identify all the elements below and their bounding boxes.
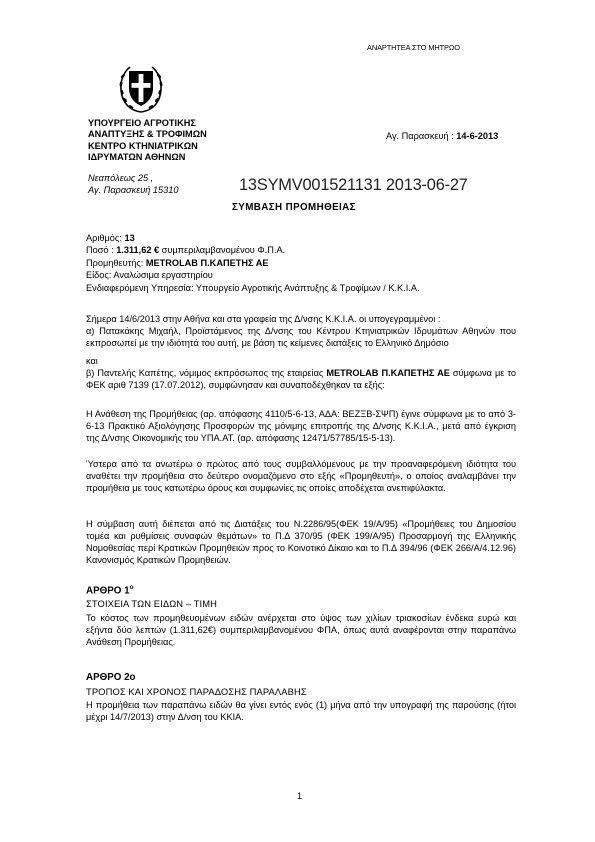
document-title: ΣΥΜΒΑΣΗ ΠΡΟΜΗΘΕΙΑΣ (232, 202, 356, 213)
coat-of-arms-icon (116, 62, 166, 114)
diavgeia-stamp: 13SYMV001521131 2013-06-27 (239, 176, 468, 194)
ministry-line-2: ΑΝΑΠΤΥΞΗΣ & ΤΡΟΦΙΜΩΝ (88, 129, 207, 140)
meta-type: Είδος: Αναλώσιμα εργαστηρίου (86, 270, 213, 281)
meta-amount: Ποσό : 1.311,62 € συμπεριλαμβανομένου Φ.Π.Α. (86, 245, 286, 256)
ministry-line-3: ΚΕΝΤΡΟ ΚΤΗΝΙΑΤΡΙΚΩΝ (88, 140, 198, 151)
assignment-paragraph: Ύστερα από τα ανωτέρω ο πρώτος από τους συμβαλλόμενους με την προαναφερόμενη ιδιότητα του αναθέτει την προμήθεια στο δεύτερο ονομαζόμενο στο εξής «Προμηθευτή», ο οποίος αναλαμβάνει την προμήθεια με τους κατωτέρω όρους και συμφωνίες τις οποίες αποδέχεται ανεπιφύλακτα. (86, 459, 516, 493)
award-paragraph: Η Ανάθεση της Προμήθειας (αρ. απόφασης 4110/5-6-13, ΑΔΑ: ΒΕΖΞΒ-ΣΨΠ) έγινε σύμφωνα με το από 3-6-13 Πρακτικό Αξιολόγησης Προσφορών της μόνιμης επιτροπής της Δ/νσης Κ.Κ.Ι.Α., μετά από έγκριση της Δ/νσης Οικονομικής του ΥΠΑ.ΑΤ. (αρ. απόφασης 12471/57785/15-5-13). (86, 409, 516, 443)
meta-service: Ενδιαφερόμενη Υπηρεσία: Υπουργείο Αγροτικής Ανάπτυξης & Τροφίμων / Κ.Κ.Ι.Α. (86, 282, 420, 293)
intro-line: Σήμερα 14/6/2013 στην Αθήνα και στα γραφεία της Δ/νσης Κ.Κ.Ι.Α. οι υπογεγραμμένοι : (86, 314, 441, 324)
page-number: 1 (297, 791, 303, 801)
contract-meta (86, 232, 420, 294)
document-date (386, 131, 498, 141)
article-2-title: ΑΡΘΡΟ 2ο (86, 672, 136, 683)
party-a-text: α) Πατακάκης Μιχαήλ, Προϊστάμενος της Δ/νσης του Κέντρου Κτηνιατρικών Ιδρυμάτων Αθηνών που εκπροσωπεί με την ιδιότητά του αυτή, με βάση τις κείμενες διατάξεις το Ελληνικό Δημόσιο (86, 326, 516, 348)
date-value: 14-6-2013 (456, 131, 499, 141)
meta-number: Αριθμός: 13 (86, 233, 135, 243)
party-b-text: β) Παντελής Καπέτης, νόμιμος εκπρόσωπος της εταιρείας METROLAB Π.ΚΑΠΕΤΗΣ ΑΕ σύμφωνα με το ΦΕΚ αριθ 7139 (17.07.2012), συμφώνησαν και συναποδέχθηκαν τα εξής: (86, 368, 517, 390)
article-1-subtitle: ΣΤΟΙΧΕΙΑ ΤΩΝ ΕΙΔΩΝ – ΤΙΜΗ (86, 598, 218, 609)
legal-basis-paragraph: Η σύμβαση αυτή διέπεται από τις Διατάξεις του Ν.2286/95(ΦΕΚ 19/Α/95) «Προμήθειες του Δημοσίου τομέα και ρυθμίσεις συναφών θεμάτων» το Π.Δ 370/95 (ΦΕΚ 199/Α/95) Προσαρμογή της Ελληνικής Νομοθεσίας περί Κρατικών Προμηθειών προς το Κοινοτικό Δίκαιο και το Π.Δ 394/96 (ΦΕΚ 266/Α/4.12.96) Κανονισμός Κρατικών Προμηθειών. (86, 519, 516, 565)
address-block (88, 172, 178, 196)
address-street: Νεαπόλεως 25 , (88, 173, 154, 183)
ministry-line-1: ΥΠΟΥΡΓΕΙΟ ΑΓΡΟΤΙΚΗΣ (88, 118, 196, 128)
ministry-line-4: ΙΔΡΥΜΑΤΩΝ ΑΘΗΝΩΝ (88, 152, 186, 163)
date-label: Αγ. Παρασκευή : (386, 131, 457, 141)
and-word: και (86, 356, 98, 366)
article-2-text: Η προμήθεια των παραπάνω ειδών θα γίνει εντός ενός (1) μήνα από την υπογραφή της παρούσης (ήτοι μέχρι 14/7/2013) στην Δ/νση του ΚΚΙΑ. (86, 700, 516, 722)
greek-coat-of-arms-emblem (116, 62, 166, 114)
ministry-header (88, 118, 207, 164)
article-2-subtitle: ΤΡΟΠΟΣ ΚΑΙ ΧΡΟΝΟΣ ΠΑΡΑΔΟΣΗΣ ΠΑΡΑΛΑΒΗΣ (86, 686, 307, 697)
meta-supplier: Προμηθευτής: METROLAB Π.ΚΑΠΕΤΗΣ ΑΕ (86, 257, 269, 268)
article-1-title: ΑΡΘΡΟ $1^o$ (86, 584, 134, 597)
article-1-text: Το κόστος των προμηθευομένων ειδών ανέρχεται στο ύψος των χιλίων τριακοσίων ένδεκα ευρώ και εξήντα δύο λεπτών (1.311,62€) συμπεριλαμβανομένου ΦΠΑ, όπως αυτά αναφέρονται στην παραπάνω Ανάθεση Προμήθειας. (86, 613, 516, 647)
posting-note: ΑΝΑΡΤΗΤΕΑ ΣΤΟ ΜΗΤΡΩΟ (367, 43, 460, 52)
address-city: Αγ. Παρασκευή 15310 (88, 185, 179, 195)
